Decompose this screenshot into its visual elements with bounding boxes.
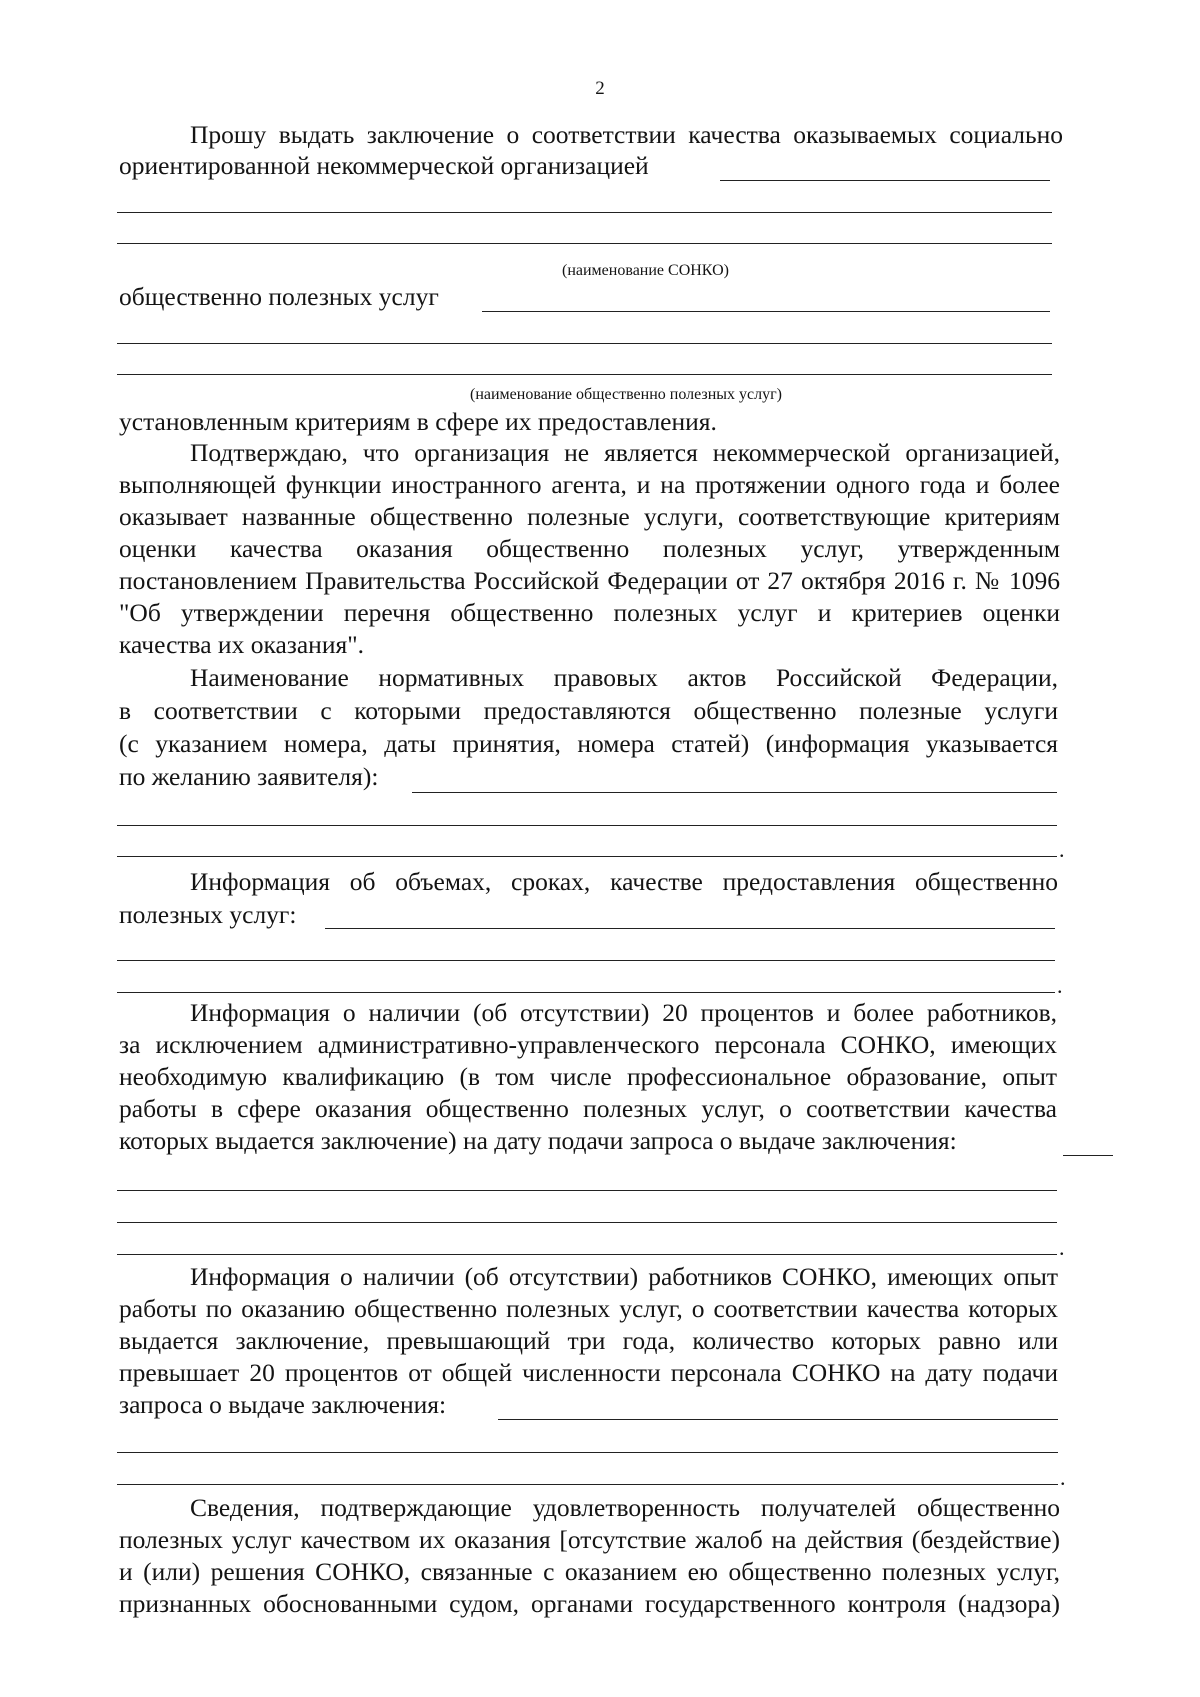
page-number: 2 — [595, 78, 605, 99]
request-line-2: ориентированной некоммерческой организацией — [119, 151, 649, 180]
period-mark: . — [1060, 1465, 1066, 1490]
org-name-field-line-3[interactable] — [117, 243, 1052, 244]
volumes-line-1: Информация об объемах, сроках, качестве предоставления общественно — [190, 867, 1058, 896]
staff-experience-field-line-3[interactable] — [117, 1484, 1058, 1485]
legal-acts-line-3: (с указанием номера, даты принятия, номера статей) (информация указывается — [119, 729, 1058, 758]
satisfaction-line-3: и (или) решения СОНКО, связанные с оказанием ею общественно полезных услуг, — [119, 1557, 1060, 1586]
request-line-3: общественно полезных услуг — [119, 282, 439, 311]
satisfaction-line-2: полезных услуг качеством их оказания [отсутствие жалоб на действия (бездействие) — [119, 1525, 1060, 1554]
legal-acts-field-line-2[interactable] — [117, 825, 1057, 826]
staff-experience-line-5: запроса о выдаче заключения: — [119, 1390, 447, 1419]
confirm-line-7: качества их оказания". — [119, 630, 364, 659]
confirm-line-2: выполняющей функции иностранного агента, и на протяжении одного года и более — [119, 470, 1060, 499]
caption-services-name: (наименование общественно полезных услуг) — [470, 386, 782, 403]
period-mark: . — [1059, 1235, 1065, 1260]
legal-acts-line-2: в соответствии с которыми предоставляются общественно полезные услуги — [119, 696, 1058, 725]
legal-acts-field-line-3[interactable] — [117, 856, 1057, 857]
request-line-4: установленным критериям в сфере их предоставления. — [119, 407, 717, 436]
staff-20-field[interactable] — [1063, 1155, 1113, 1156]
confirm-line-1: Подтверждаю, что организация не является некоммерческой организацией, — [190, 438, 1060, 467]
legal-acts-line-4: по желанию заявителя): — [119, 762, 379, 791]
staff-experience-field-line-2[interactable] — [117, 1452, 1058, 1453]
staff-20-field-line-4[interactable] — [117, 1254, 1057, 1255]
staff-20-field-line-3[interactable] — [117, 1222, 1057, 1223]
staff-20-line-4: работы в сфере оказания общественно полезных услуг, о соответствии качества — [119, 1094, 1057, 1123]
volumes-field-line-2[interactable] — [117, 960, 1055, 961]
staff-20-line-3: необходимую квалификацию (в том числе профессиональное образование, опыт — [119, 1062, 1057, 1091]
staff-20-line-5: которых выдается заключение) на дату подачи запроса о выдаче заключения: — [119, 1126, 957, 1155]
legal-acts-field[interactable] — [412, 792, 1057, 793]
volumes-line-2: полезных услуг: — [119, 900, 297, 929]
request-line-1: Прошу выдать заключение о соответствии качества оказываемых социально — [190, 120, 1063, 149]
staff-experience-line-2: работы по оказанию общественно полезных услуг, о соответствии качества которых — [119, 1294, 1058, 1323]
staff-20-line-1: Информация о наличии (об отсутствии) 20 процентов и более работников, — [190, 998, 1057, 1027]
org-name-field-line-2[interactable] — [117, 212, 1052, 213]
services-name-field-line-2[interactable] — [117, 343, 1052, 344]
staff-experience-line-4: превышает 20 процентов от общей численности персонала СОНКО на дату подачи — [119, 1358, 1058, 1387]
satisfaction-line-4: признанных обоснованными судом, органами государственного контроля (надзора) — [119, 1589, 1060, 1618]
staff-20-field-line-2[interactable] — [117, 1190, 1057, 1191]
confirm-line-5: постановлением Правительства Российской Федерации от 27 октября 2016 г. № 1096 — [119, 566, 1060, 595]
confirm-line-3: оказывает названные общественно полезные услуги, соответствующие критериям — [119, 502, 1060, 531]
staff-experience-field[interactable] — [498, 1419, 1058, 1420]
satisfaction-line-1: Сведения, подтверждающие удовлетворенность получателей общественно — [190, 1493, 1060, 1522]
volumes-field[interactable] — [325, 928, 1055, 929]
services-name-field[interactable] — [482, 311, 1050, 312]
legal-acts-line-1: Наименование нормативных правовых актов Российской Федерации, — [190, 663, 1058, 692]
staff-experience-line-1: Информация о наличии (об отсутствии) работников СОНКО, имеющих опыт — [190, 1262, 1058, 1291]
confirm-line-6: "Об утверждении перечня общественно полезных услуг и критериев оценки — [119, 598, 1060, 627]
staff-20-line-2: за исключением административно-управленческого персонала СОНКО, имеющих — [119, 1030, 1057, 1059]
confirm-line-4: оценки качества оказания общественно полезных услуг, утвержденным — [119, 534, 1060, 563]
period-mark: . — [1059, 837, 1065, 862]
period-mark: . — [1057, 973, 1063, 998]
caption-org-name: (наименование СОНКО) — [562, 262, 729, 279]
volumes-field-line-3[interactable] — [117, 992, 1055, 993]
services-name-field-line-3[interactable] — [117, 374, 1052, 375]
staff-experience-line-3: выдается заключение, превышающий три года, количество которых равно или — [119, 1326, 1058, 1355]
org-name-field[interactable] — [720, 180, 1050, 181]
